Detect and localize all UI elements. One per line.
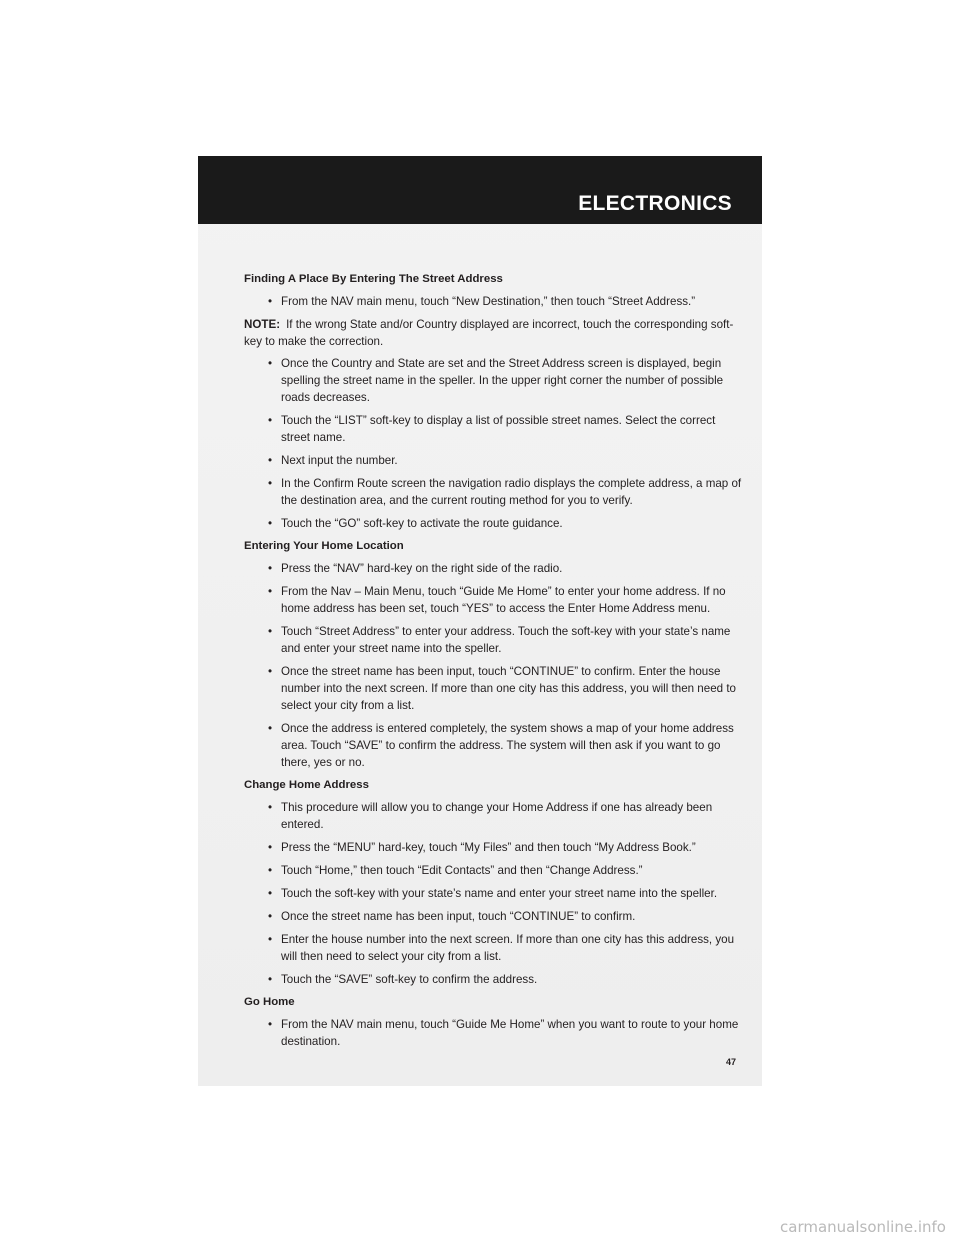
list-item: • Next input the number. (260, 452, 744, 469)
note-label: NOTE: (244, 318, 281, 331)
list-item: • Enter the house number into the next screen. If more than one city has this address, you will then need to select your city from a list. (260, 931, 744, 965)
list-item: • This procedure will allow you to change your Home Address if one has already been entered. (260, 799, 744, 833)
list-item: • Press the “MENU” hard-key, touch “My Files” and then touch “My Address Book.” (260, 839, 744, 856)
page-number: 47 (725, 1057, 736, 1067)
list-item: • Touch the “GO” soft-key to activate the route guidance. (260, 515, 744, 532)
watermark: carmanualsonline.info (780, 1218, 946, 1236)
list-item: • Touch the “LIST” soft-key to display a list of possible street names. Select the correct street name. (260, 412, 744, 446)
list-item: • Once the address is entered completely, the system shows a map of your home address area. Touch “SAVE” to confirm the address. The system will then ask if you want to go there, yes or no. (260, 720, 744, 771)
heading-go-home: Go Home (244, 996, 295, 1008)
list-item: • Touch the “SAVE” soft-key to confirm the address. (260, 971, 744, 988)
note (244, 316, 744, 350)
list-item: • Once the Country and State are set and the Street Address screen is displayed, begin spelling the street name in the speller. In the upper right corner the number of possible roads decreases. (260, 355, 744, 406)
list-item: • Touch the soft-key with your state’s name and enter your street name into the speller. (260, 885, 744, 902)
manual-page (198, 156, 762, 1086)
note-text: If the wrong State and/or Country displayed are incorrect, touch the corresponding soft-key to make the correction. (244, 318, 734, 348)
section-header-bar (198, 156, 762, 224)
list-item: • In the Confirm Route screen the navigation radio displays the complete address, a map of the destination area, and the current routing method for you to verify. (260, 475, 744, 509)
list-item: • Touch “Street Address” to enter your address. Touch the soft-key with your state’s name and enter your street name into the speller. (260, 623, 744, 657)
list-item: • From the Nav – Main Menu, touch “Guide Me Home” to enter your home address. If no home address has been set, touch “YES” to access the Enter Home Address menu. (260, 583, 744, 617)
heading-change-home: Change Home Address (244, 779, 369, 791)
list-item: • Touch “Home,” then touch “Edit Contacts” and then “Change Address.” (260, 862, 744, 879)
section-title: ELECTRONICS (578, 192, 732, 215)
list-item: • Press the “NAV” hard-key on the right side of the radio. (260, 560, 744, 577)
list-item: • Once the street name has been input, touch “CONTINUE” to confirm. Enter the house number into the next screen. If more than one city has this address, you will then need to select your city from a list. (260, 663, 744, 714)
page-content (244, 271, 744, 1056)
heading-street-address: Finding A Place By Entering The Street Address (244, 273, 503, 285)
heading-home-location: Entering Your Home Location (244, 540, 404, 552)
list-item: • From the NAV main menu, touch “New Destination,” then touch “Street Address.” (260, 293, 744, 310)
list-item: • From the NAV main menu, touch “Guide Me Home” when you want to route to your home destination. (260, 1016, 744, 1050)
list-item: • Once the street name has been input, touch “CONTINUE” to confirm. (260, 908, 744, 925)
